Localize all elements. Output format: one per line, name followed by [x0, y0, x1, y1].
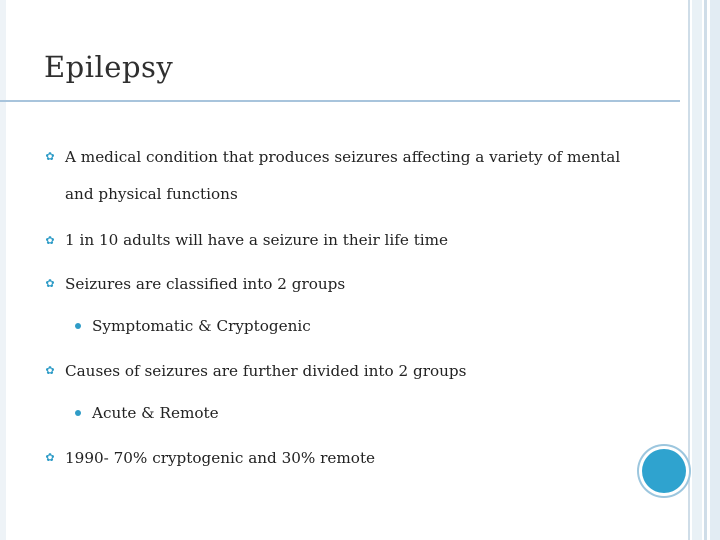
bullet-text: 1 in 10 adults will have a seizure in their life time	[65, 231, 449, 249]
sub-bullet-text: Acute & Remote	[92, 404, 219, 422]
bullet-text-continuation: and physical functions	[65, 185, 238, 203]
sub-bullet-text: Symptomatic & Cryptogenic	[92, 317, 311, 335]
ornament-bullet-icon: ✿	[45, 364, 55, 377]
dot-bullet-icon	[75, 323, 81, 329]
dot-bullet-icon	[75, 410, 81, 416]
right-stripe	[704, 0, 707, 540]
ornament-bullet-icon: ✿	[45, 234, 55, 247]
bullet-text: Causes of seizures are further divided into 2 groups	[65, 362, 467, 380]
ornament-bullet-icon: ✿	[45, 150, 55, 163]
bullet-text: 1990- 70% cryptogenic and 30% remote	[65, 449, 376, 467]
decorative-circle	[642, 449, 686, 493]
ornament-bullet-icon: ✿	[45, 451, 55, 464]
title-divider	[0, 100, 680, 102]
right-stripe	[692, 0, 702, 540]
right-stripe	[710, 0, 720, 540]
right-stripe	[688, 0, 690, 540]
bullet-text: Seizures are classified into 2 groups	[65, 275, 346, 293]
ornament-bullet-icon: ✿	[45, 277, 55, 290]
bullet-text: A medical condition that produces seizures affecting a variety of mental	[65, 148, 621, 166]
slide-title: Epilepsy	[44, 50, 174, 84]
left-edge-decoration	[0, 0, 6, 540]
